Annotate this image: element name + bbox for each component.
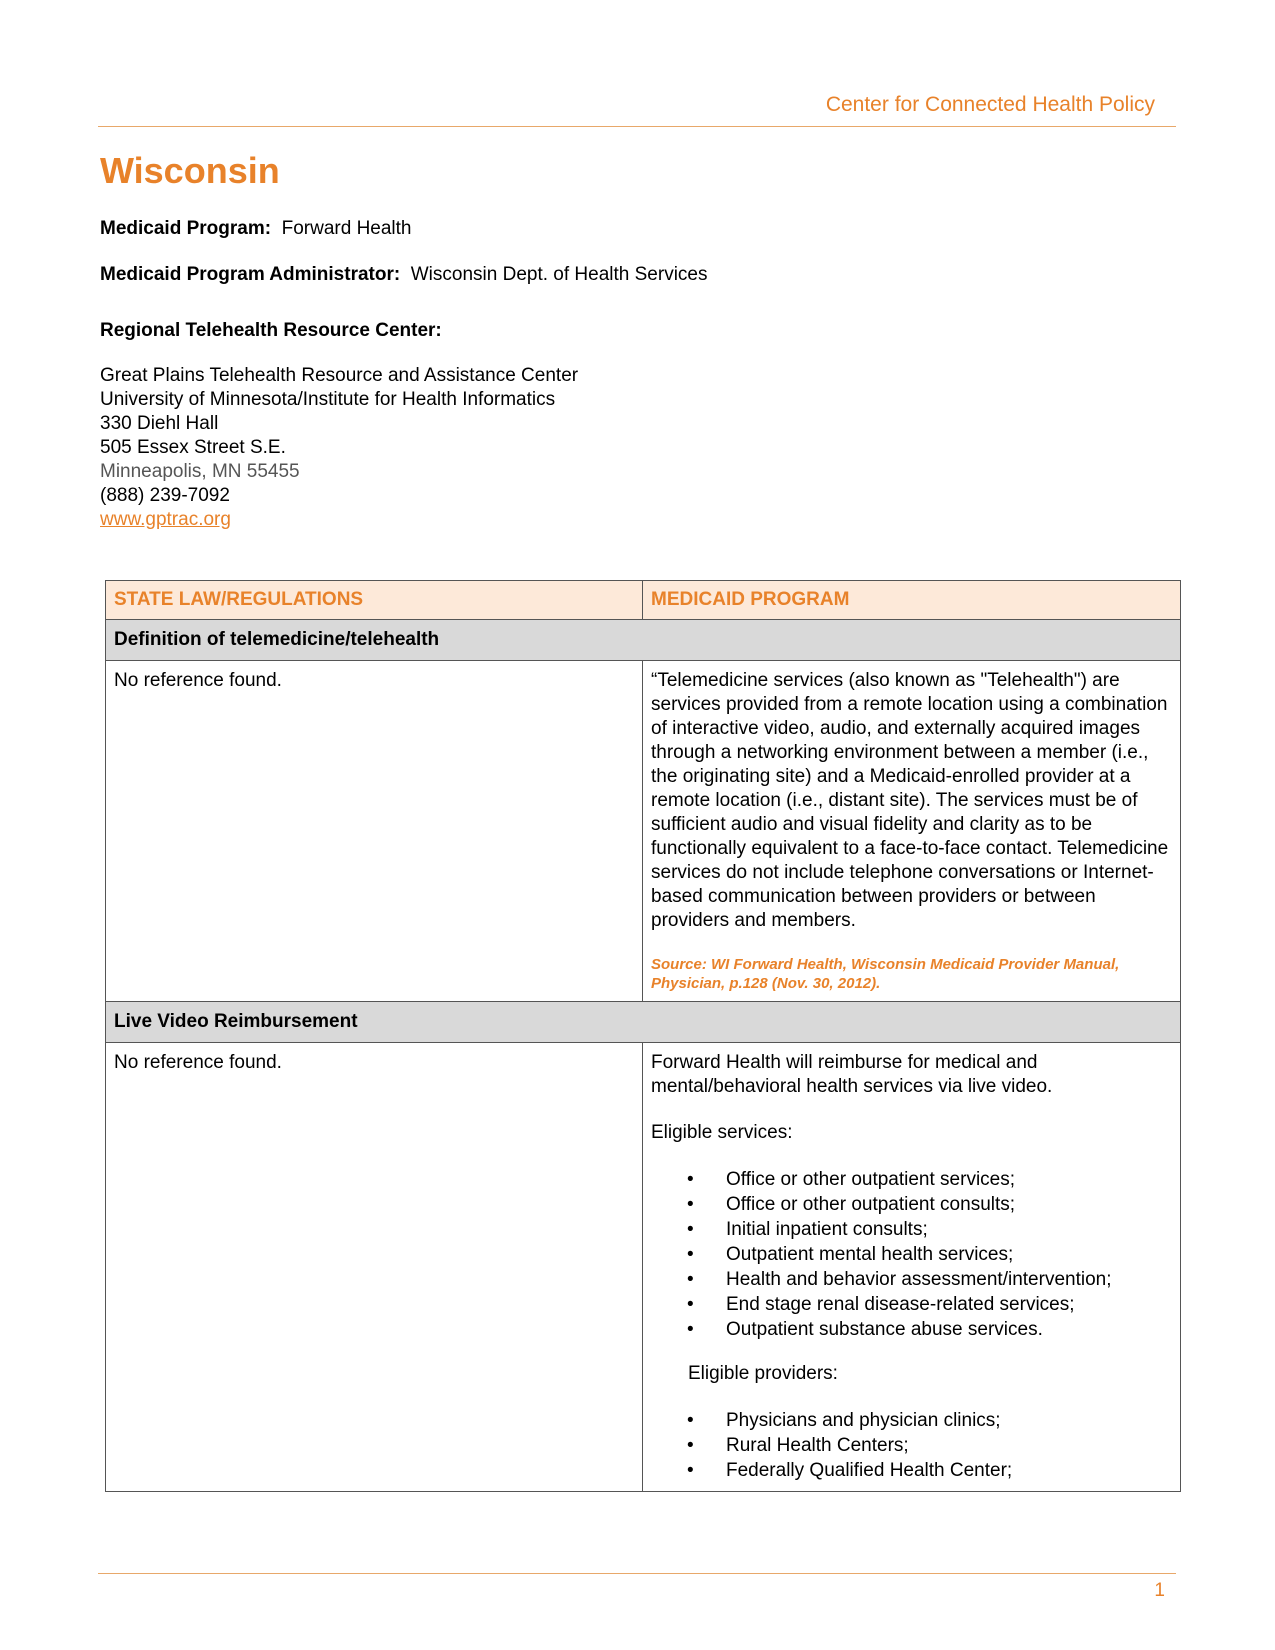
state-law-cell: No reference found. bbox=[106, 1043, 643, 1492]
medicaid-program-header: MEDICAID PROGRAM bbox=[643, 581, 1181, 620]
state-law-cell: No reference found. bbox=[106, 661, 643, 1002]
footer-divider bbox=[98, 1573, 1176, 1574]
medicaid-administrator bbox=[100, 263, 707, 287]
resource-center-institution: University of Minnesota/Institute for Health Informatics bbox=[100, 389, 556, 410]
section-row bbox=[106, 620, 1181, 661]
address-line-1: 330 Diehl Hall bbox=[100, 413, 219, 434]
table-header-row bbox=[106, 581, 1181, 620]
website-link[interactable]: www.gptrac.org bbox=[100, 509, 231, 530]
list-item: • Rural Health Centers; bbox=[651, 1433, 1172, 1458]
list-item: • Office or other outpatient services; bbox=[651, 1167, 1172, 1192]
page-number: 1 bbox=[1154, 1580, 1165, 1601]
list-item: • Office or other outpatient consults; bbox=[651, 1192, 1172, 1217]
state-law-header: STATE LAW/REGULATIONS bbox=[106, 581, 643, 620]
page-title: Wisconsin bbox=[100, 150, 280, 191]
address-city: Minneapolis, MN 55455 bbox=[100, 461, 300, 482]
live-video-intro: Forward Health will reimburse for medical and mental/behavioral health services via live video. bbox=[651, 1052, 1053, 1097]
table-row bbox=[106, 1043, 1181, 1492]
source-citation: Source: WI Forward Health, Wisconsin Medicaid Provider Manual, Physician, p.128 (Nov. 30, 2012). bbox=[651, 956, 1120, 992]
medicaid-program-label: Medicaid Program: bbox=[100, 218, 272, 239]
eligible-providers-list bbox=[651, 1408, 1172, 1483]
list-item: • Health and behavior assessment/intervention; bbox=[651, 1267, 1172, 1292]
medicaid-cell bbox=[643, 1043, 1181, 1492]
resource-center-name: Great Plains Telehealth Resource and Assistance Center bbox=[100, 365, 579, 386]
section-row bbox=[106, 1002, 1181, 1043]
medicaid-administrator-label: Medicaid Program Administrator: bbox=[100, 264, 401, 285]
list-item: • Initial inpatient consults; bbox=[651, 1217, 1172, 1242]
resource-center-heading bbox=[100, 319, 442, 343]
eligible-services-list bbox=[651, 1167, 1172, 1342]
medicaid-program-value: Forward Health bbox=[281, 218, 412, 239]
medicaid-administrator-value: Wisconsin Dept. of Health Services bbox=[410, 264, 708, 285]
phone-number: (888) 239-7092 bbox=[100, 485, 230, 506]
list-item: • Outpatient substance abuse services. bbox=[651, 1317, 1172, 1342]
resource-center-address bbox=[100, 364, 578, 532]
definition-text: “Telemedicine services (also known as "Telehealth") are services provided from a remote location using a combination of interactive video, audio, and externally acquired images through a networking environment between a member (i.e., the originating site) and a Medicaid-enrolled provider at a remote location (i.e., distant site). The services must be of sufficient audio and visual fidelity and clarity as to be functionally equivalent to a face-to-face contact. Telemedicine services do not include telephone conversations or Internet-based communication between providers or between providers and members. bbox=[651, 670, 1169, 931]
medicaid-program bbox=[100, 217, 412, 241]
table-row bbox=[106, 661, 1181, 1002]
header-divider bbox=[98, 126, 1176, 127]
list-item: • Physicians and physician clinics; bbox=[651, 1408, 1172, 1433]
section-title-definition: Definition of telemedicine/telehealth bbox=[106, 620, 1181, 661]
list-item: • Outpatient mental health services; bbox=[651, 1242, 1172, 1267]
policy-table bbox=[105, 580, 1181, 1492]
eligible-providers-label: Eligible providers: bbox=[688, 1363, 838, 1384]
list-item: • End stage renal disease-related services; bbox=[651, 1292, 1172, 1317]
medicaid-cell bbox=[643, 661, 1181, 1002]
resource-center-label: Regional Telehealth Resource Center: bbox=[100, 320, 442, 341]
address-line-2: 505 Essex Street S.E. bbox=[100, 437, 286, 458]
eligible-services-label: Eligible services: bbox=[651, 1122, 793, 1143]
list-item: • Federally Qualified Health Center; bbox=[651, 1458, 1172, 1483]
header-org-name: Center for Connected Health Policy bbox=[825, 93, 1155, 116]
section-title-live-video: Live Video Reimbursement bbox=[106, 1002, 1181, 1043]
